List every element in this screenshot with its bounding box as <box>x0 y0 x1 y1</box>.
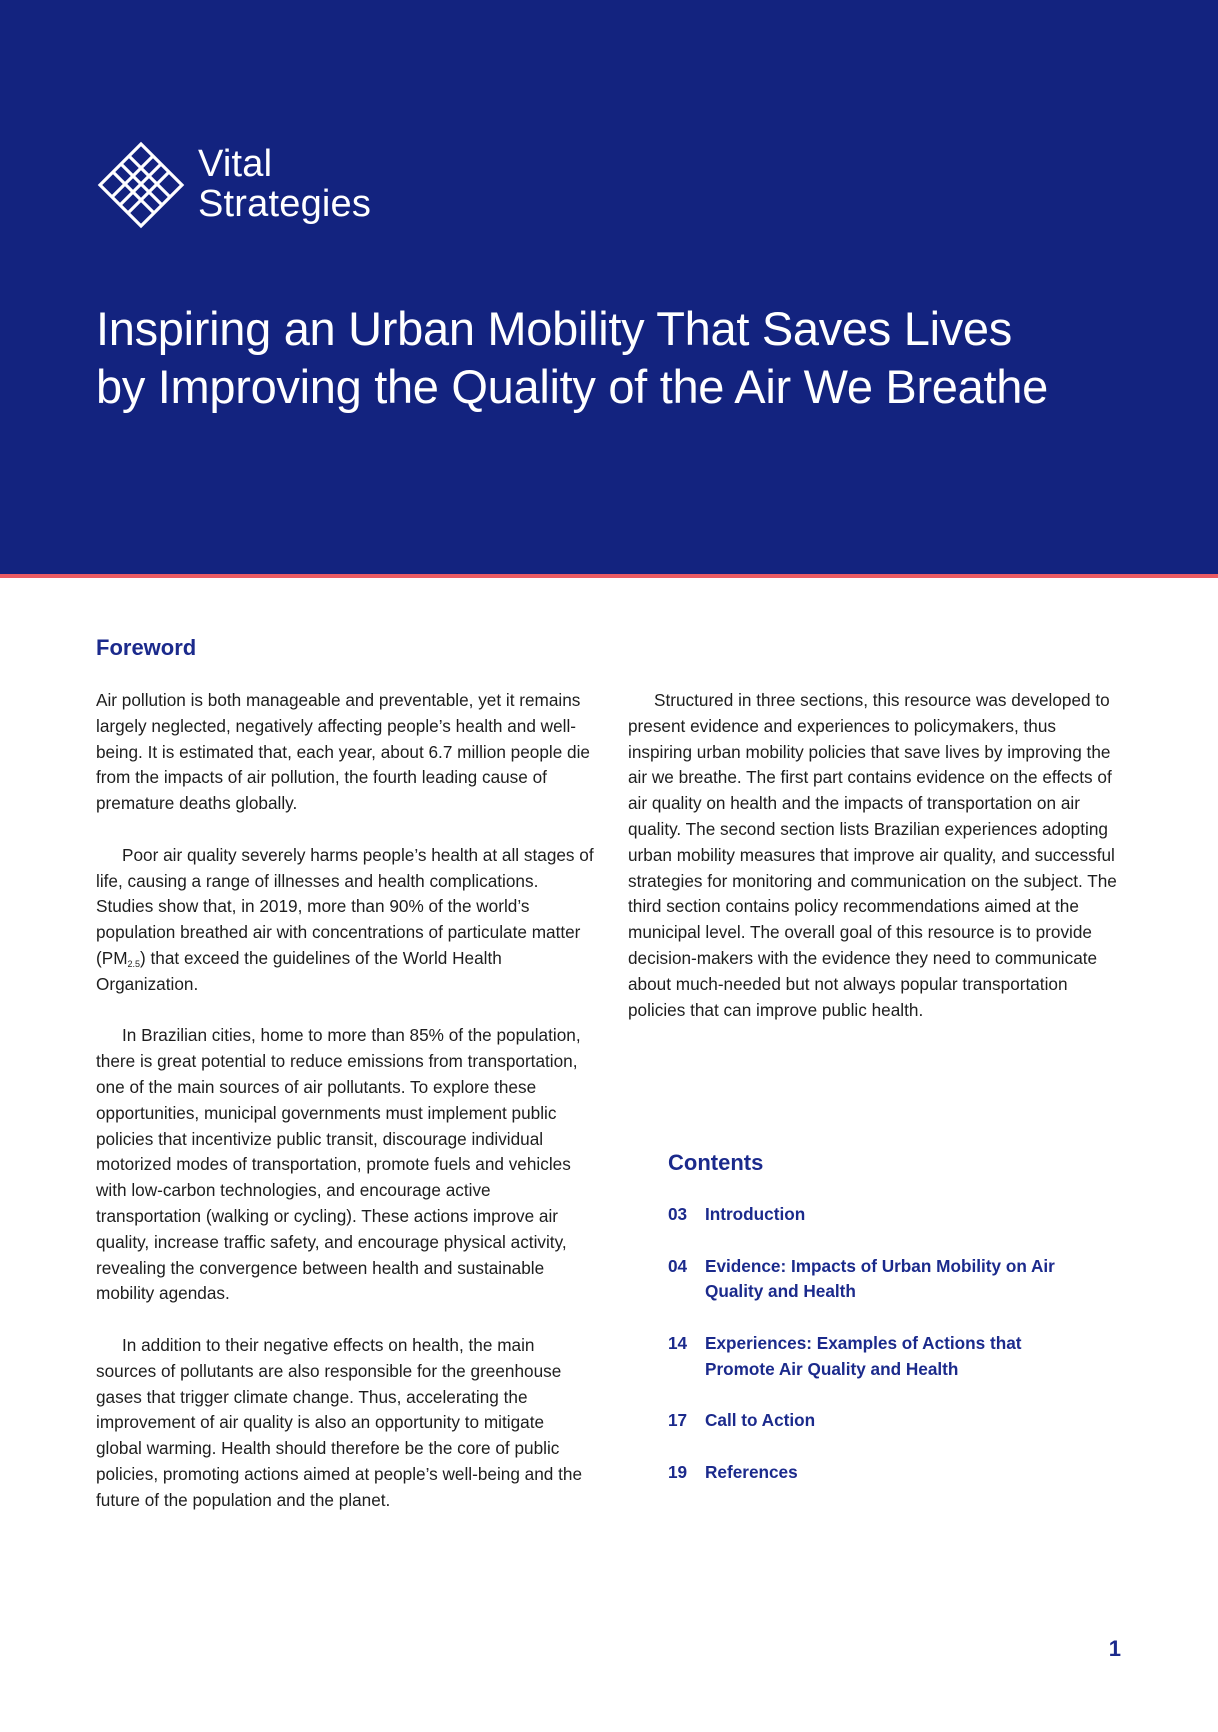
foreword-paragraph-4: In addition to their negative effects on health, the main sources of pollutants are also responsible for the greenhouse gases that trigger climate change. Thus, accelerating the improvement of air quality is also an opportunity to mitigate global warming. Health should therefore be the core of public policies, promoting actions aimed at people’s well-being and the future of the population and the planet. <box>96 1334 582 1510</box>
logo-line-1: Vital <box>198 143 273 185</box>
toc-item-experiences[interactable] <box>668 1331 1088 1383</box>
foreword-paragraph-1: Air pollution is both manageable and preventable, yet it remains largely neglected, negatively affecting people’s health and well-being. It is estimated that, each year, about 6.7 million people die from the impacts of air pollution, the fourth leading cause of premature deaths globally. <box>96 690 590 814</box>
toc-label: Call to Action <box>705 1410 816 1431</box>
contents-heading: Contents <box>668 1150 764 1175</box>
toc-page-number: 04 <box>668 1255 688 1276</box>
header-accent-rule <box>0 574 1218 578</box>
foreword-paragraph-2 <box>96 843 594 998</box>
toc-label: References <box>705 1461 798 1482</box>
page-number: 1 <box>1108 1636 1121 1661</box>
pm-subscript: 2.5 <box>127 958 141 969</box>
logo-line-2: Strategies <box>198 183 372 225</box>
toc-page-number: 14 <box>668 1332 688 1353</box>
paragraph-2-text-start: Poor air quality severely harms people’s health at all stages of life, causing a range of illnesses and health complications. Studies show that, in 2019, more than 90% of the world’s population breathed air with concentrations of particulate matter (PM <box>96 844 594 968</box>
document-title: Inspiring an Urban Mobility That Saves Lives by Improving the Quality of the Air We Breathe <box>96 302 1048 413</box>
logo <box>96 138 396 238</box>
logo-wordmark <box>198 144 371 224</box>
paragraph-2-text-end: ) that exceed the guidelines of the World Health Organization. <box>96 947 502 994</box>
toc-label: Introduction <box>705 1204 806 1224</box>
vital-strategies-logo-icon <box>96 140 186 230</box>
toc-page-number: 03 <box>668 1204 688 1224</box>
toc-label: Evidence: Impacts of Urban Mobility on Air Quality and Health <box>705 1255 1055 1302</box>
foreword-left-column <box>96 688 594 1539</box>
toc-item-introduction[interactable] <box>668 1202 1088 1228</box>
table-of-contents <box>668 1202 1088 1512</box>
toc-item-call-to-action[interactable] <box>668 1408 1088 1434</box>
toc-label: Experiences: Examples of Actions that Promote Air Quality and Health <box>705 1332 1022 1379</box>
foreword-paragraph-3: In Brazilian cities, home to more than 85% of the population, there is great potential to reduce emissions from transportation, one of the main sources of air pollutants. To explore these opportunities, municipal governments must implement public policies that incentivize public transit, discourage individual motorized modes of transportation, promote fuels and vehicles with low-carbon technologies, and encourage active transportation (walking or cycling). These actions improve air quality, increase traffic safety, and encourage physical activity, revealing the convergence between health and sustainable mobility agendas. <box>96 1025 581 1304</box>
header-banner <box>0 0 1218 574</box>
toc-page-number: 17 <box>668 1410 688 1431</box>
toc-page-number: 19 <box>668 1461 688 1482</box>
foreword-paragraph-5: Structured in three sections, this resource was developed to present evidence and experiences to policymakers, thus inspiring urban mobility policies that save lives by improving the air we breathe. The first part contains evidence on the effects of air quality on health and the impacts of transportation on air quality. The second section lists Brazilian experiences adopting urban mobility measures that improve air quality, and successful strategies for monitoring and communication on the subject. The third section contains policy recommendations aimed at the municipal level. The overall goal of this resource is to provide decision-makers with the evidence they need to communicate about much-needed but not always popular transportation policies that can improve public health. <box>628 690 1117 1020</box>
foreword-right-column <box>628 688 1122 1049</box>
toc-item-evidence[interactable] <box>668 1254 1088 1306</box>
toc-item-references[interactable] <box>668 1460 1088 1486</box>
foreword-heading: Foreword <box>96 635 197 660</box>
